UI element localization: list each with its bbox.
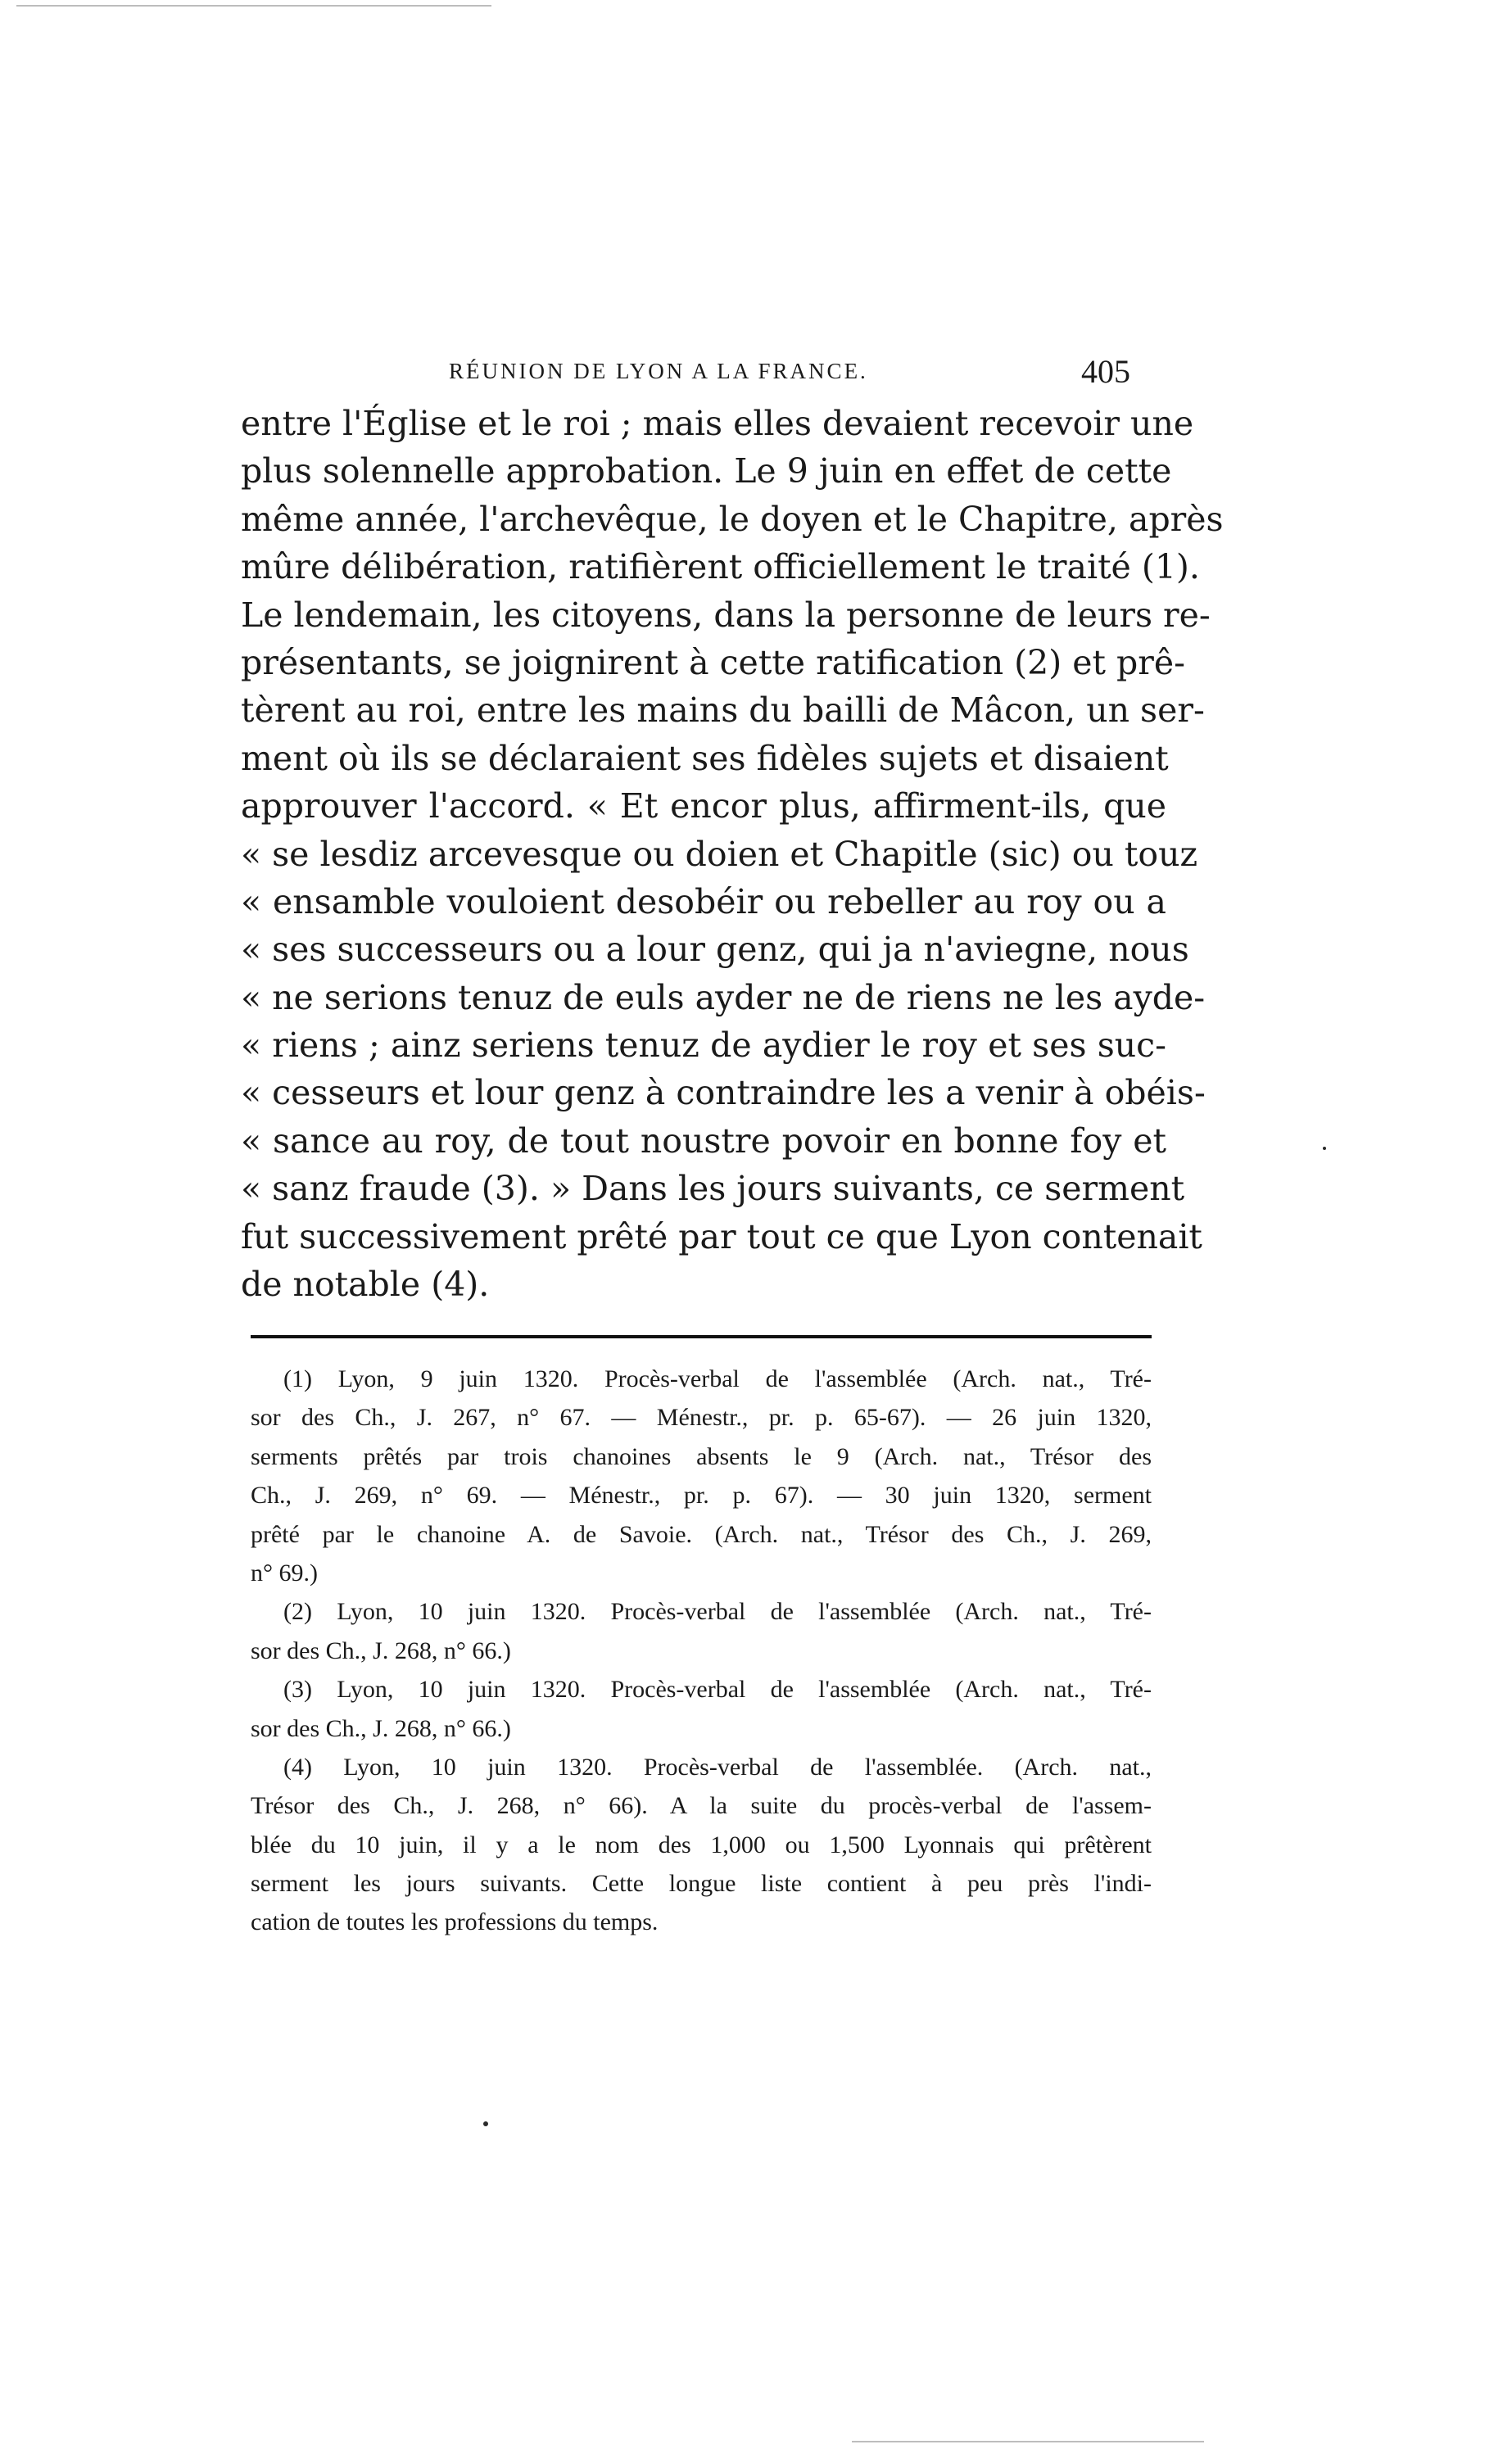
body-line: entre l'Église et le roi ; mais elles devaient recevoir une (241, 404, 1194, 443)
footnote-3 (251, 1670, 1152, 1748)
body-line: même année, l'archevêque, le doyen et le Chapitre, après (241, 499, 1224, 539)
footnote-line: (1) Lyon, 9 juin 1320. Procès-verbal de l'assemblée (Arch. nat., Tré- (283, 1365, 1152, 1392)
body-line: présentants, se joignirent à cette ratification (2) et prê- (241, 642, 1186, 682)
main-text-block (241, 400, 1224, 1308)
footnote-line: n° 69.) (251, 1559, 318, 1587)
ink-speck (483, 2121, 488, 2126)
quoted-line: « cesseurs et lour genz à contraindre les a venir à obéis- (241, 1073, 1206, 1113)
footnote-line: (3) Lyon, 10 juin 1320. Procès-verbal de l'assemblée (Arch. nat., Tré- (283, 1676, 1152, 1704)
page-number: 405 (1081, 353, 1130, 390)
running-title: RÉUNION DE LYON A LA FRANCE. (449, 359, 868, 383)
footnote-line: blée du 10 juin, il y a le nom des 1,000 ou 1,500 Lyonnais qui prêtèrent (251, 1831, 1152, 1858)
footnote-line: sor des Ch., J. 267, n° 67. — Ménestr., pr. p. 65-67). — 26 juin 1320, (251, 1404, 1152, 1432)
footnote-line: (4) Lyon, 10 juin 1320. Procès-verbal de l'assemblée. (Arch. nat., (283, 1753, 1152, 1781)
footnote-1 (251, 1360, 1152, 1592)
quoted-line: « riens ; ainz seriens tenuz de aydier le roy et ses suc- (241, 1025, 1166, 1066)
footnote-line: serment les jours suivants. Cette longue liste contient à peu près l'indi- (251, 1870, 1152, 1898)
footnotes-block (251, 1360, 1152, 1942)
footnote-separator-rule (251, 1335, 1152, 1338)
footnote-line: (2) Lyon, 10 juin 1320. Procès-verbal de l'assemblée (Arch. nat., Tré- (283, 1598, 1152, 1626)
footnote-line: serments prêtés par trois chanoines absents le 9 (Arch. nat., Trésor des (251, 1442, 1152, 1470)
quoted-line: « ses successeurs ou a lour genz, qui ja n'aviegne, nous (241, 930, 1189, 970)
body-line: de notable (4). (241, 1265, 490, 1305)
body-line: ment où ils se déclaraient ses fidèles sujets et disaient (241, 738, 1169, 778)
page-header (246, 352, 1155, 401)
quoted-line: « sanz fraude (3). » Dans les jours suivants, ce serment (241, 1169, 1185, 1209)
footnote-4 (251, 1748, 1152, 1942)
body-line: plus solennelle approbation. Le 9 juin en effet de cette (241, 451, 1172, 491)
footnote-line: prêté par le chanoine A. de Savoie. (Arch. nat., Trésor des Ch., J. 269, (251, 1520, 1152, 1548)
quoted-line: « ne serions tenuz de euls ayder ne de riens ne les ayde- (241, 977, 1206, 1017)
top-edge-scan-marks (16, 5, 491, 7)
body-line: approuver l'accord. « Et encor plus, affirment-ils, que (241, 786, 1166, 826)
body-line: mûre délibération, ratifièrent officiellement le traité (1). (241, 547, 1200, 587)
body-line: Le lendemain, les citoyens, dans la personne de leurs re- (241, 595, 1211, 635)
ink-speck (1323, 1147, 1326, 1150)
bottom-edge-scan-marks (852, 2441, 1204, 2442)
footnote-line: Trésor des Ch., J. 268, n° 66). A la suite du procès-verbal de l'assem- (251, 1792, 1152, 1820)
quoted-line: « sance au roy, de tout noustre povoir en bonne foy et (241, 1120, 1166, 1161)
footnote-line: sor des Ch., J. 268, n° 66.) (251, 1714, 511, 1742)
quoted-line: « se lesdiz arcevesque ou doien et Chapitle (sic) ou touz (241, 834, 1198, 874)
body-line: tèrent au roi, entre les mains du bailli de Mâcon, un ser- (241, 690, 1205, 731)
footnote-line: Ch., J. 269, n° 69. — Ménestr., pr. p. 67). — 30 juin 1320, serment (251, 1482, 1152, 1510)
footnote-2 (251, 1592, 1152, 1670)
body-line: fut successivement prêté par tout ce que Lyon contenait (241, 1216, 1202, 1256)
footnote-line: cation de toutes les professions du temps. (251, 1908, 659, 1936)
quoted-line: « ensamble vouloient desobéir ou rebeller au roy ou a (241, 881, 1166, 921)
footnote-line: sor des Ch., J. 268, n° 66.) (251, 1636, 511, 1664)
